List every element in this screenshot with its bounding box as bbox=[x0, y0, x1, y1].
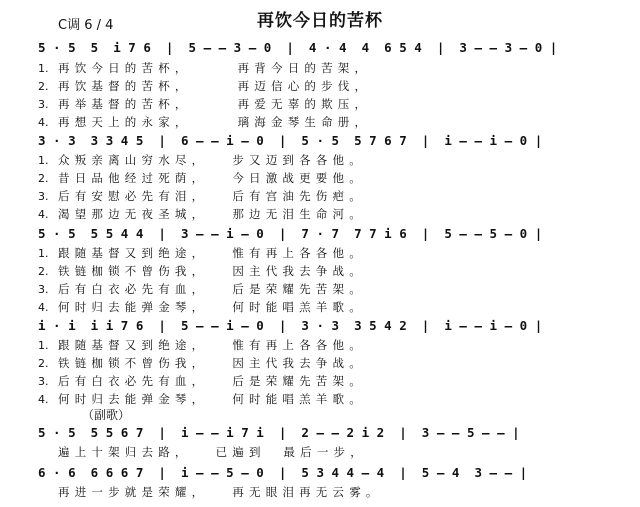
lyric-a: 何时归去能弹金琴， bbox=[58, 392, 209, 406]
lyric-a: 渴望那边无夜圣城， bbox=[58, 207, 209, 221]
verse-number: 3. bbox=[38, 190, 49, 203]
lyric-a: 铁链枷锁不曾伤我， bbox=[58, 356, 209, 370]
lyric-b: 步又迈到各各他。 bbox=[232, 153, 366, 167]
lyric-b: 再迈信心的步伐， bbox=[237, 79, 372, 93]
key-signature: C调 6 / 4 bbox=[58, 18, 114, 33]
lyric-a: 众叛亲离山穷水尽， bbox=[58, 153, 209, 167]
notation-line: 5 · 5 5 i 7 6 | 5 — — 3 — 0 | 4 · 4 4 6 5 4 | 3 — — 3 — 0 | bbox=[38, 40, 558, 55]
lyric-line bbox=[38, 188, 614, 204]
verse-number: 3. bbox=[38, 283, 49, 296]
verse-number: 2. bbox=[38, 357, 49, 370]
lyric-a: 昔日品他经过死荫， bbox=[58, 171, 209, 185]
lyric-b: 今日激战更要他。 bbox=[232, 171, 366, 185]
lyric-line bbox=[38, 206, 614, 222]
lyric-b: 再爱无辜的欺压， bbox=[237, 97, 372, 111]
lyric-b: 再背今日的苦架， bbox=[237, 61, 372, 75]
notation-line: i · i i i 7 6 | 5 — — i — 0 | 3 · 3 3 5 4 2 | i — — i — 0 | bbox=[38, 318, 543, 333]
verse-number: 4. bbox=[38, 116, 49, 129]
lyric-line bbox=[38, 299, 614, 315]
lyric-b: 后有宫油先伤疤。 bbox=[232, 189, 366, 203]
lyric-a: 再想天上的永家， bbox=[58, 115, 192, 129]
verse-number: 1. bbox=[38, 154, 49, 167]
lyric-line bbox=[38, 78, 614, 94]
lyric-line bbox=[38, 484, 614, 500]
verse-number: 4. bbox=[38, 301, 49, 314]
song-title: 再饮今日的苦杯 bbox=[257, 11, 383, 31]
lyric-line bbox=[38, 60, 614, 76]
verse-number: 3. bbox=[38, 375, 49, 388]
lyric-line bbox=[38, 444, 614, 460]
verse-number: 2. bbox=[38, 172, 49, 185]
lyric-b: 再无眼泪再无云雾。 bbox=[232, 485, 383, 499]
lyric-a: 何时归去能弹金琴， bbox=[58, 300, 209, 314]
lyric-b: 惟有再上各各他。 bbox=[232, 338, 366, 352]
notation-line: 6 · 6 6 6 6 7 | i — — 5 — 0 | 5 3 4 4 — 4 | 5 — 4 3 — — | bbox=[38, 465, 528, 480]
lyric-a: 后有白衣必先有血， bbox=[58, 374, 209, 388]
lyric-a: 跟随基督又到绝途， bbox=[58, 338, 209, 352]
lyric-b: 那边无泪生命河。 bbox=[232, 207, 366, 221]
verse-number: 3. bbox=[38, 98, 49, 111]
lyric-b: 何时能唱羔羊歌。 bbox=[232, 300, 366, 314]
verse-number: 2. bbox=[38, 80, 49, 93]
lyric-line bbox=[38, 170, 614, 186]
lyric-a: 遍上十架归去路， bbox=[58, 445, 192, 459]
lyric-b: 后是荣耀先苦架。 bbox=[232, 374, 366, 388]
lyric-b: 后是荣耀先苦架。 bbox=[232, 282, 366, 296]
lyric-b: 璃海金琴生命册， bbox=[237, 115, 372, 129]
lyric-b: 何时能唱羔羊歌。 bbox=[232, 392, 366, 406]
verse-number: 4. bbox=[38, 393, 49, 406]
lyric-line bbox=[38, 373, 614, 389]
lyric-a: 再举基督的苦杯， bbox=[58, 97, 192, 111]
lyric-b: 已遍到 最后一步， bbox=[215, 445, 367, 459]
lyric-line bbox=[38, 263, 614, 279]
notation-line: 3 · 3 3 3 4 5 | 6 — — i — 0 | 5 · 5 5 7 6 7 | i — — i — 0 | bbox=[38, 133, 543, 148]
lyric-a: 后有安慰必先有泪， bbox=[58, 189, 209, 203]
lyric-line bbox=[38, 355, 614, 371]
verse-number: 1. bbox=[38, 339, 49, 352]
lyric-line bbox=[38, 281, 614, 297]
verse-number: 4. bbox=[38, 208, 49, 221]
notation-line: 5 · 5 5 5 6 7 | i — — i 7 i | 2 — — 2 i 2 | 3 — — 5 — — | bbox=[38, 425, 520, 440]
lyric-b: 因主代我去争战。 bbox=[232, 356, 366, 370]
lyric-line bbox=[38, 96, 614, 112]
chorus-label: （副歌） bbox=[82, 408, 131, 422]
verse-number: 2. bbox=[38, 265, 49, 278]
verse-number: 1. bbox=[38, 62, 49, 75]
lyric-line bbox=[38, 114, 614, 130]
lyric-b: 因主代我去争战。 bbox=[232, 264, 366, 278]
lyric-line bbox=[38, 391, 614, 407]
lyric-a: 再进一步就是荣耀， bbox=[58, 485, 209, 499]
lyric-line bbox=[38, 337, 614, 353]
lyric-a: 铁链枷锁不曾伤我， bbox=[58, 264, 209, 278]
lyric-a: 跟随基督又到绝途， bbox=[58, 246, 209, 260]
lyric-line bbox=[38, 152, 614, 168]
verse-number: 1. bbox=[38, 247, 49, 260]
lyric-a: 后有白衣必先有血， bbox=[58, 282, 209, 296]
lyric-a: 再饮基督的苦杯， bbox=[58, 79, 192, 93]
lyric-line bbox=[38, 245, 614, 261]
notation-line: 5 · 5 5 5 4 4 | 3 — — i — 0 | 7 · 7 7 7 i 6 | 5 — — 5 — 0 | bbox=[38, 226, 543, 241]
lyric-a: 再饮今日的苦杯， bbox=[58, 61, 192, 75]
lyric-b: 惟有再上各各他。 bbox=[232, 246, 366, 260]
